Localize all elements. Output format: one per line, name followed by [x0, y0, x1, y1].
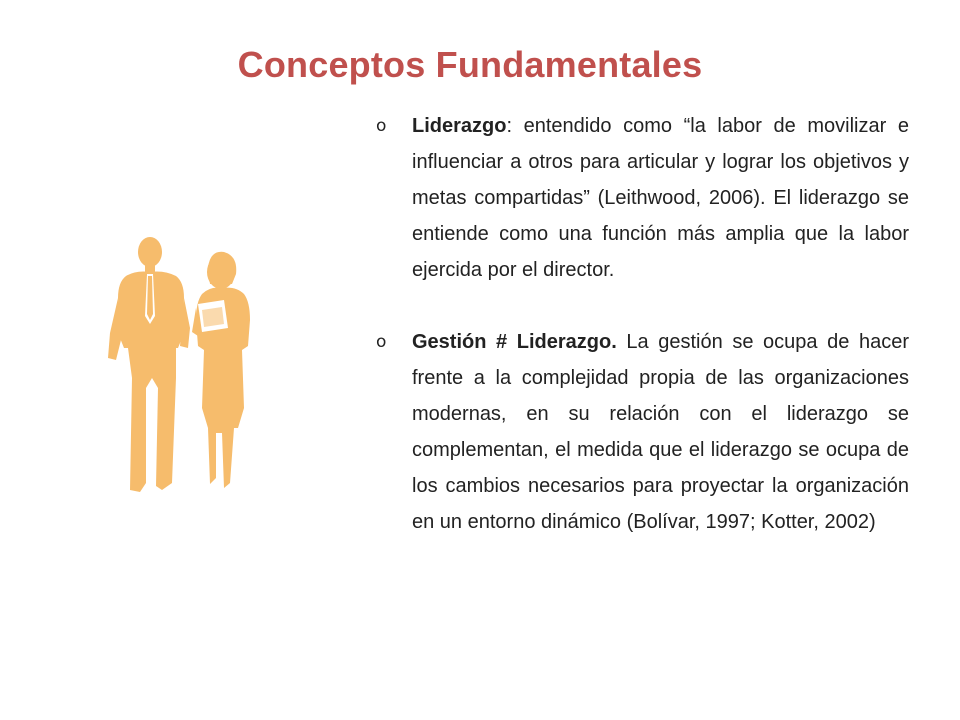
bullet-marker: o [376, 332, 387, 352]
bullet-text: La gestión se ocupa de hacer frente a la complejidad propia de las organizaciones modernas, en su relación con el liderazgo se complementan, el medida que el liderazgo se ocupa de los cambios necesarios para proyectar la organización en un entorno dinámico (Bolívar, 1997; Kotter, 2002) [412, 331, 909, 533]
bullet-item-liderazgo [372, 108, 909, 288]
business-people-silhouette-icon [98, 228, 278, 503]
bullet-term: Liderazgo [412, 115, 507, 137]
bullet-item-gestion [372, 324, 909, 540]
bullet-text: : entendido como “la labor de movilizar e influenciar a otros para articular y lograr los objetivos y metas compartidas” (Leithwood, 2006). El liderazgo se entiende como una función más amplia que la labor ejercida por el director. [412, 115, 909, 281]
bullet-marker: o [376, 116, 387, 136]
bullet-list [372, 108, 909, 540]
slide-title: Conceptos Fundamentales [237, 44, 703, 85]
bullet-term: Gestión # Liderazgo. [412, 331, 617, 353]
